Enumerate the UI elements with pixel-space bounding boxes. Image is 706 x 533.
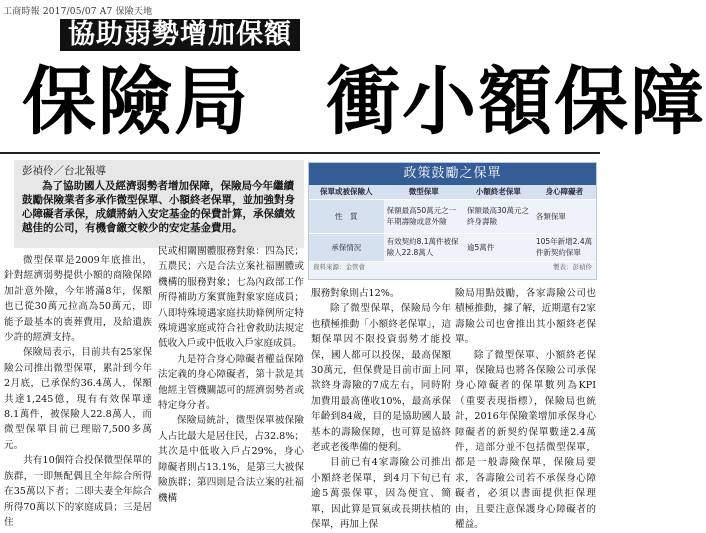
subheadline-banner [60, 19, 300, 51]
table-cell: 逾5萬件 [464, 233, 533, 261]
table-row-label: 承保情況 [309, 233, 384, 261]
paragraph: 目前已有4家壽險公司推出小額終老保單，到4月下旬已有逾5萬張保單，因為便宜、簡單，因此算是買氣或長期扶植的保單，再加上保 [311, 457, 451, 531]
table-header-cell: 微型保單 [384, 185, 464, 199]
policy-table-grid [309, 185, 596, 262]
table-header-cell: 保單或被保險人 [309, 185, 384, 199]
table-row [309, 199, 596, 233]
table-cell: 各類保單 [533, 199, 596, 233]
headline: 保險局 衝小額保障 [22, 59, 706, 145]
table-credit: 製表：彭禎伶 [553, 262, 592, 271]
table-header-cell: 小額終老保單 [464, 185, 533, 199]
byline: 彭禎伶／台北報導 [22, 165, 106, 177]
table-footer [309, 262, 596, 271]
paragraph: 除了微型保單，保險局今年也積極推動「小額終老保單」，這類保單因不限投資弱勢才能投保，國人都可以投保，最高保額30萬元，但保費是目前市面上同款終身壽險的7成左右，同時附加費用最高僅收10%，最高承保年齡到84歲，目的是協助國人最基本的壽險保障，也可算是協終老或老後準備的便利。 [311, 303, 451, 454]
paragraph: 九是符合身心障礙者權益保障法定義的身心障礙者，第十款是其他經主管機關認可的經濟弱勢者或特定身分者。 [158, 353, 304, 412]
table-cell: 105年新增2.4萬件新契約保單 [533, 233, 596, 261]
table-header-cell: 身心障礙者 [533, 185, 596, 199]
policy-table [308, 162, 597, 280]
table-row-label: 性 質 [309, 199, 384, 233]
table-cell: 保額最高30萬元之終身壽險 [464, 199, 533, 233]
article-column-2 [158, 244, 304, 504]
table-source: 資料來源：金管會 [313, 262, 365, 271]
subheadline: 協助弱勢增加保額 [68, 19, 292, 50]
table-cell: 保額最高50萬元之一年期壽險或意外險 [384, 199, 464, 233]
lead-paragraph: 為了協助國人及經濟弱勢者增加保障，保險局今年繼續鼓勵保險業者多承作微型保單、小額終老保單，並加強對身心障礙者承保，成績將納入安定基金的保費計算，承保績效越佳的公司，有機會繳交較少的安定基金費用。 [22, 180, 295, 234]
table-header-row [309, 185, 596, 199]
table-title: 政策鼓勵之保單 [309, 163, 596, 185]
paragraph: 民或相關團體服務對象：四為民；五農民；六是合法立案社福團體或機構的服務對象；七為內政部工作所得補助方案實施對象家庭成員；八即特殊境遇家庭扶助條例所定特殊境遇家庭或符合社會救助法規定低收入戶或中低收入戶家庭成員。 [158, 246, 304, 350]
paragraph: 保險局統計，微型保單被保險人占比最大是居住民，占32.8%；其次是中低收入戶占29%，身心障礙者則占13.1%，是第三大被保險族群；第四則是合法立案的社福機構 [158, 415, 304, 504]
paragraph: 險局用點鼓勵，各家壽險公司也積極推動，據了解，近期還有2家壽險公司也會推出其小額終老保單。 [455, 288, 596, 346]
article-column-1 [4, 253, 152, 528]
paragraph: 保險局表示，目前共有25家保險公司推出微型保單，累計到今年2月底，已承保約36.4萬人，保額共達1,245億，現有有效保單達8.1萬件，被保險人22.8萬人，而微型保單目前已理賠7,500多萬元。 [4, 347, 152, 451]
paragraph: 服務對象則占12%。 [311, 288, 400, 299]
paragraph: 微型保單是2009年底推出，針對經濟弱勢提供小額的商險保障加計意外險，今年將滿8年，保額也已從30萬元拉高為50萬元，即能予最基本的喪葬費用，及給遺族少許的經濟支持。 [4, 255, 152, 344]
lead-box [14, 160, 304, 248]
table-row [309, 233, 596, 261]
table-cell: 有效契約8.1萬件被保險人22.8萬人 [384, 233, 464, 261]
masthead: 工商時報 2017/05/07 A7 保險天地 [3, 7, 153, 17]
paragraph: 除了微型保單、小額終老保單，保險局也將各保險公司承保身心障礙者的保單數列為KPI（重要表現指標），保險局也統計，2016年保險業增加承保身心障礙者的新契約保單數達2.4萬件，這部分並不包括微型保單，都是一般壽險保單，保險局要求，各壽險公司若不承保身心障礙者，必須以書面提供拒保理由，且要注意保護身心障礙者的權益。 [455, 349, 596, 531]
paragraph: 共有10個符合投保微型保單的族群，一即無配偶且全年綜合所得在35萬以下者；二即夫妻全年綜合所得70萬以下的家庭成員；三是居住 [4, 455, 152, 528]
divider [0, 152, 600, 154]
article-column-4 [455, 286, 596, 531]
article-column-3 [311, 286, 451, 531]
